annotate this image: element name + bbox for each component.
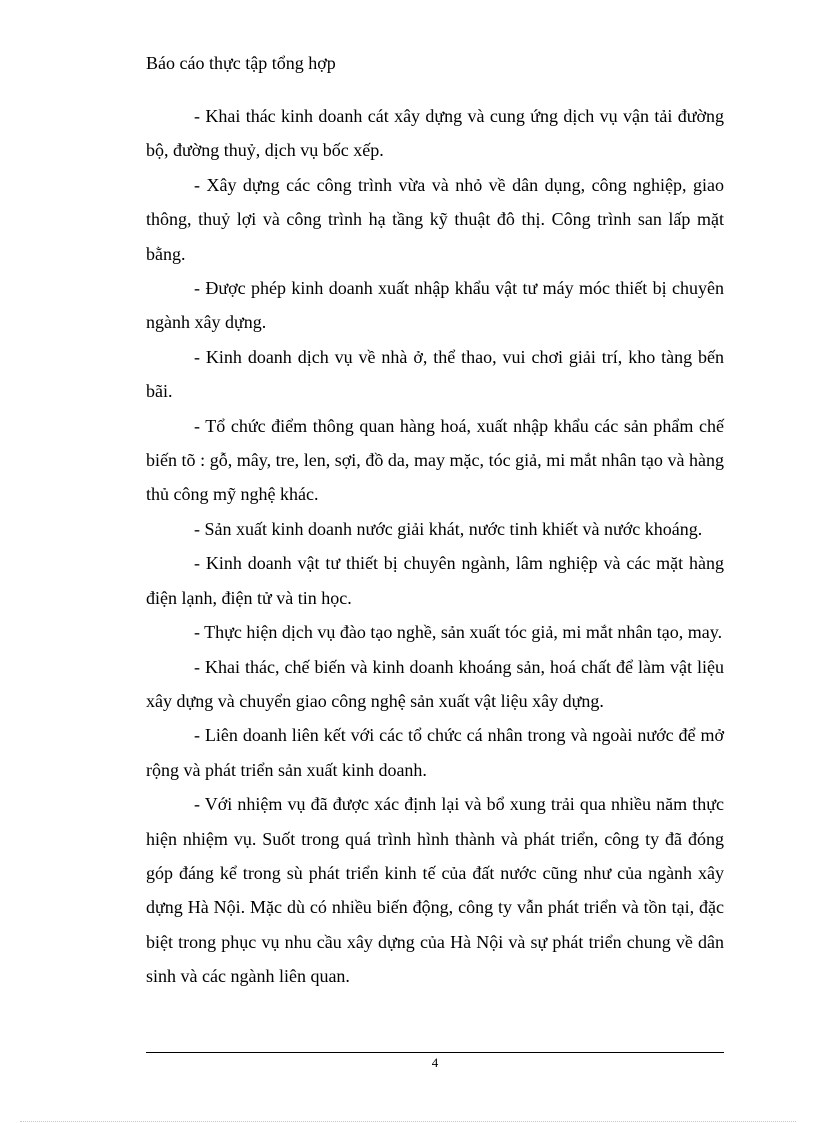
body-text	[146, 99, 724, 994]
footer-divider	[146, 1052, 724, 1053]
paragraph-import-export: - Được phép kinh doanh xuất nhập khẩu vật tư máy móc thiết bị chuyên ngành xây dựng.	[146, 278, 724, 333]
paragraph-summary: - Với nhiệm vụ đã được xác định lại và bổ xung trải qua nhiều năm thực hiện nhiệm vụ. Suốt trong quá trình hình thành và phát triển, công ty đã đóng góp đáng kể trong sù phát triển kinh tế của đất nước cũng như của ngành xây dựng Hà Nội. Mặc dù có nhiều biến động, công ty vẫn phát triển và tồn tại, đặc biệt trong phục vụ nhu cầu xây dựng của Hà Nội và sự phát triển chung về dân sinh và các ngành liên quan.	[146, 794, 724, 987]
page-number: 4	[431, 1055, 439, 1070]
paragraph-vocational-training: - Thực hiện dịch vụ đào tạo nghề, sản xuất tóc giả, mi mắt nhân tạo, may.	[194, 622, 723, 643]
paragraph-equipment-trading: - Kinh doanh vật tư thiết bị chuyên ngành, lâm nghiệp và các mặt hàng điện lạnh, điện tử và tin học.	[146, 553, 724, 608]
paragraph-housing-services: - Kinh doanh dịch vụ về nhà ở, thể thao, vui chơi giải trí, kho tàng bến bãi.	[146, 346, 724, 402]
paragraph-mining: - Khai thác, chế biến và kinh doanh khoáng sản, hoá chất để làm vật liệu xây dựng và chuyển giao công nghệ sản xuất vật liệu xây dựng.	[146, 656, 724, 711]
page-bottom-border	[20, 1121, 796, 1122]
page-header: Báo cáo thực tập tổng hợp	[146, 53, 336, 73]
paragraph-construction: - Xây dựng các công trình vừa và nhỏ về dân dụng, công nghiệp, giao thông, thuỷ lợi và công trình hạ tầng kỹ thuật đô thị. Công trình san lấp mặt bằng.	[146, 174, 724, 264]
paragraph-sand-transport: - Khai thác kinh doanh cát xây dựng và cung ứng dịch vụ vận tải đường bộ, đường thuỷ, dịch vụ bốc xếp.	[146, 106, 724, 161]
paragraph-joint-venture: - Liên doanh liên kết với các tổ chức cá nhân trong và ngoài nước để mở rộng và phát triển sản xuất kinh doanh.	[146, 725, 724, 780]
paragraph-customs-clearance: - Tổ chức điểm thông quan hàng hoá, xuất nhập khẩu các sản phẩm chế biến tõ : gỗ, mây, tre, len, sợi, đồ da, may mặc, tóc giả, mi mắt nhân tạo và hàng thủ công mỹ nghệ khác.	[146, 415, 724, 505]
paragraph-beverages: - Sản xuất kinh doanh nước giải khát, nước tinh khiết và nước khoáng.	[194, 518, 703, 539]
